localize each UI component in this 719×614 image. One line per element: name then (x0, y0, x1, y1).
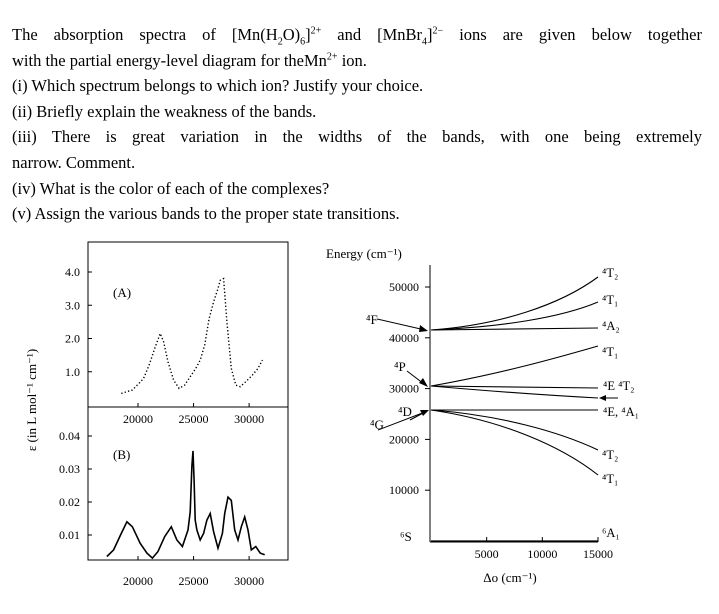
intro-text: The absorption spectra of [Mn(H (12, 25, 278, 44)
y-tick-label: 0.01 (59, 528, 80, 542)
panel-a-frame (88, 242, 288, 407)
energy-tick-label: 20000 (389, 432, 419, 447)
state-label: ⁶A₁ (602, 526, 620, 540)
state-label: ⁴T₂ (602, 448, 619, 462)
question-item: (i) Which spectrum belongs to which ion? Justify your choice. (12, 76, 424, 96)
spectrum-a-series (121, 279, 262, 394)
question-item: (iii) There is great variation in the widths of the bands, with one being extremely (12, 127, 702, 147)
y-tick-label: 0.03 (59, 462, 80, 476)
curve-4T1-mid (431, 346, 598, 386)
intro-sub: 2 (277, 36, 283, 48)
intro-text: O) (282, 25, 301, 44)
intro-text: ] (427, 25, 433, 44)
panel-b-ticks (59, 429, 264, 588)
panel-b-frame (88, 407, 288, 560)
state-label: ⁴E ⁴T₂ (603, 379, 635, 393)
y-tick-label: 1.0 (65, 364, 80, 379)
curve-4T1-lower (431, 410, 598, 475)
intro-text: and [MnBr (321, 25, 423, 44)
spectrum-b-series (107, 451, 265, 558)
question-item: narrow. Comment. (12, 152, 136, 172)
arrow-head (419, 378, 428, 387)
intro-sup: 2− (432, 25, 444, 37)
term-6S-label: ⁶S (400, 529, 412, 544)
intro-text: ion. (337, 50, 367, 70)
curve-4T2-lower (431, 410, 598, 450)
y-tick-label: 4.0 (65, 265, 80, 279)
question-item: (iv) What is the color of each of the complexes? (12, 178, 330, 198)
question-item: (v) Assign the various bands to the proper state transitions. (12, 204, 400, 224)
intro-text: ] (305, 25, 311, 44)
curve-4T2-upper (431, 277, 598, 330)
y-tick-label: 3.0 (65, 298, 80, 313)
arrow-head (599, 395, 606, 401)
term-4G-label: ⁴G (370, 417, 384, 432)
delta-tick-label: 10000 (527, 547, 558, 561)
delta-axis-title: Δo (cm⁻¹) (483, 570, 537, 585)
energy-tick-label: 30000 (389, 381, 419, 396)
delta-tick-label: 5000 (474, 547, 499, 561)
intro-text: ions are given below together (443, 25, 702, 44)
energy-tick-label: 40000 (389, 330, 419, 345)
intro-sub: 6 (300, 36, 306, 48)
state-label: ⁴E, ⁴A₁ (603, 405, 639, 419)
intro-sup: 2+ (310, 25, 322, 37)
y-tick-label: 2.0 (65, 331, 80, 346)
term-4P-label: ⁴P (394, 359, 406, 374)
x-tick-label: 20000 (123, 412, 153, 426)
question-item: (ii) Briefly explain the weakness of the bands. (12, 101, 317, 121)
state-label: ⁴T₁ (602, 472, 619, 486)
panel-b-label: (B) (113, 447, 131, 462)
energy-tick-label: 50000 (389, 280, 419, 294)
state-label: ⁴T₁ (602, 293, 619, 307)
state-label: ⁴A₂ (602, 319, 620, 333)
state-label: ⁴T₂ (602, 266, 619, 280)
intro-text: with the partial energy-level diagram for theMn (12, 50, 327, 70)
spectra-panel (24, 242, 288, 588)
x-tick-label: 20000 (123, 574, 153, 588)
energy-tick-label: 10000 (389, 483, 419, 498)
x-tick-label: 25000 (178, 574, 209, 588)
x-tick-label: 25000 (178, 412, 209, 426)
term-4F-label: ⁴F (366, 312, 378, 327)
energy-ticks (389, 280, 430, 497)
delta-tick-label: 15000 (583, 547, 613, 561)
energy-level-diagram (326, 246, 639, 585)
x-tick-label: 30000 (234, 412, 265, 426)
x-tick-label: 30000 (234, 574, 265, 588)
energy-axis-title: Energy (cm⁻¹) (326, 246, 402, 261)
intro-sup: 2+ (326, 51, 338, 63)
state-label: ⁴T₁ (602, 345, 619, 359)
intro-sub: 4 (422, 36, 428, 48)
y-axis-label: ε (in L mol⁻¹ cm⁻¹) (24, 348, 39, 452)
panel-a-label: (A) (113, 285, 132, 300)
y-tick-label: 0.04 (59, 429, 80, 443)
term-4F-arrow (377, 319, 425, 330)
term-4D-label: ⁴D (398, 404, 412, 419)
arrow-head (419, 325, 428, 332)
y-tick-label: 0.02 (59, 495, 80, 509)
